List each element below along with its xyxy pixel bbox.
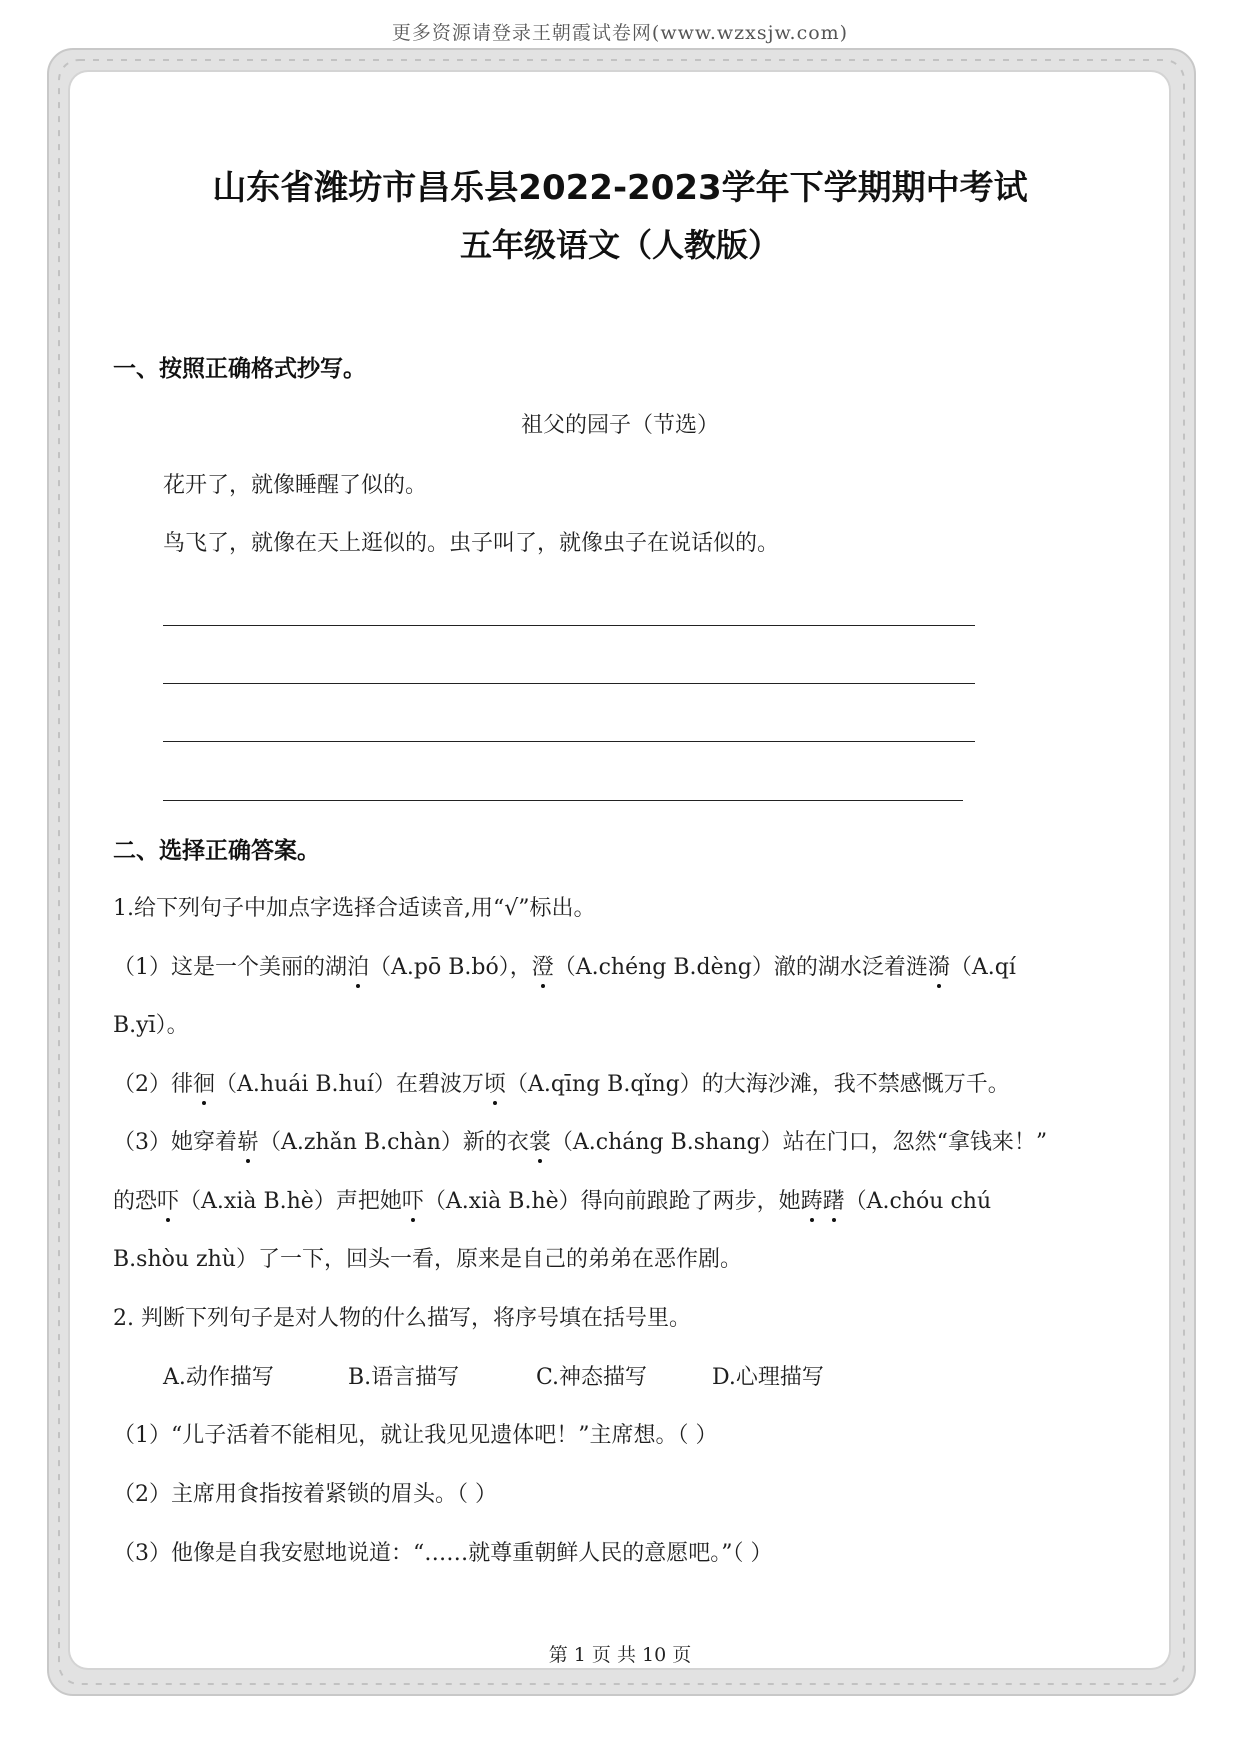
site-banner: 更多资源请登录王朝霞试卷网(www.wzxsjw.com) — [391, 22, 849, 44]
section-2-heading: 二、选择正确答案。 — [113, 838, 320, 864]
q1-item-2-text-a: （2）徘 — [113, 1072, 193, 1097]
dotted-char-zhan: 崭 — [237, 1125, 259, 1156]
q1-item-3-cont-2: B.shòu zhù）了一下，回头一看，原来是自己的弟弟在恶作剧。 — [113, 1247, 742, 1272]
passage-line-1: 花开了，就像睡醒了似的。 — [163, 473, 428, 498]
dotted-char-huai: 徊 — [193, 1067, 215, 1098]
dotted-char-xia: 吓 — [402, 1184, 424, 1215]
q1-item-1 — [113, 950, 1016, 981]
dotted-char-he: 吓 — [157, 1184, 179, 1215]
q1-item-1-cont: B.yī）。 — [113, 1013, 189, 1038]
q1-item-1-text-e: （A.qí — [949, 955, 1016, 980]
answer-line-3[interactable] — [163, 741, 975, 742]
q1-item-1-text-a: （1）这是一个美丽的湖 — [113, 955, 347, 980]
q2-option-b: B.语言描写 — [348, 1365, 460, 1390]
answer-line-2[interactable] — [163, 683, 975, 684]
q2-option-c: C.神态描写 — [536, 1365, 648, 1390]
q1-item-2 — [113, 1067, 1010, 1098]
q2-option-a: A.动作描写 — [163, 1365, 274, 1390]
q1-item-3 — [113, 1125, 1047, 1156]
exam-subtitle: 五年级语文（人教版） — [459, 226, 780, 264]
q2-option-d: D.心理描写 — [712, 1365, 824, 1390]
q1-item-3-text-a: （3）她穿着 — [113, 1130, 237, 1155]
q1-item-1-text-b: （A.pō B.bó）， — [369, 955, 532, 980]
answer-line-1[interactable] — [163, 625, 975, 626]
dotted-char-qing: 顷 — [484, 1067, 506, 1098]
dotted-char-chu: 躇 — [823, 1184, 845, 1215]
q1-item-3-text-g: （A.chóu chú — [844, 1189, 992, 1214]
answer-line-4[interactable] — [163, 800, 963, 801]
exam-title: 山东省潍坊市昌乐县2022-2023学年下学期期中考试 — [212, 168, 1028, 208]
section-1-heading: 一、按照正确格式抄写。 — [113, 356, 366, 382]
q2-prompt: 2. 判断下列句子是对人物的什么描写，将序号填在括号里。 — [113, 1306, 691, 1331]
dotted-char-cheng: 澄 — [532, 950, 554, 981]
q1-item-2-text-b: （A.huái B.huí）在碧波万 — [215, 1072, 484, 1097]
q1-item-1-text-c: （A.chéng B.dèng）澈的湖水泛着涟 — [553, 955, 928, 980]
q1-item-3-text-b: （A.zhǎn B.chàn）新的衣 — [259, 1130, 529, 1155]
page-number: 第 1 页 共 10 页 — [548, 1644, 692, 1666]
q1-item-3-text-f: （A.xià B.hè）得向前踉跄了两步，她 — [423, 1189, 801, 1214]
dotted-char-po: 泊 — [347, 950, 369, 981]
q1-item-3-text-e: （A.xià B.hè）声把她 — [179, 1189, 402, 1214]
q1-prompt: 1.给下列句子中加点字选择合适读音,用“√”标出。 — [113, 896, 596, 921]
dotted-char-yi: 漪 — [928, 950, 950, 981]
q1-item-3-text-d: 的恐 — [113, 1189, 158, 1214]
q1-item-3-text-c: （A.cháng B.shang）站在门口，忽然“拿钱来！” — [550, 1130, 1048, 1155]
q2-item-3[interactable]: （3）他像是自我安慰地说道：“……就尊重朝鲜人民的意愿吧。”（ ） — [113, 1541, 773, 1566]
passage-line-2: 鸟飞了，就像在天上逛似的。虫子叫了，就像虫子在说话似的。 — [163, 531, 780, 556]
passage-title: 祖父的园子（节选） — [520, 413, 719, 438]
q1-item-2-text-c: （A.qīng B.qǐng）的大海沙滩，我不禁感慨万千。 — [505, 1072, 1010, 1097]
q2-item-2[interactable]: （2）主席用食指按着紧锁的眉头。（ ） — [113, 1482, 497, 1507]
dotted-char-shang: 裳 — [529, 1125, 551, 1156]
q1-item-3-cont — [113, 1184, 991, 1215]
dotted-char-chou: 踌 — [801, 1184, 823, 1215]
q2-item-1[interactable]: （1）“儿子活着不能相见，就让我见见遗体吧！”主席想。（ ） — [113, 1423, 718, 1448]
